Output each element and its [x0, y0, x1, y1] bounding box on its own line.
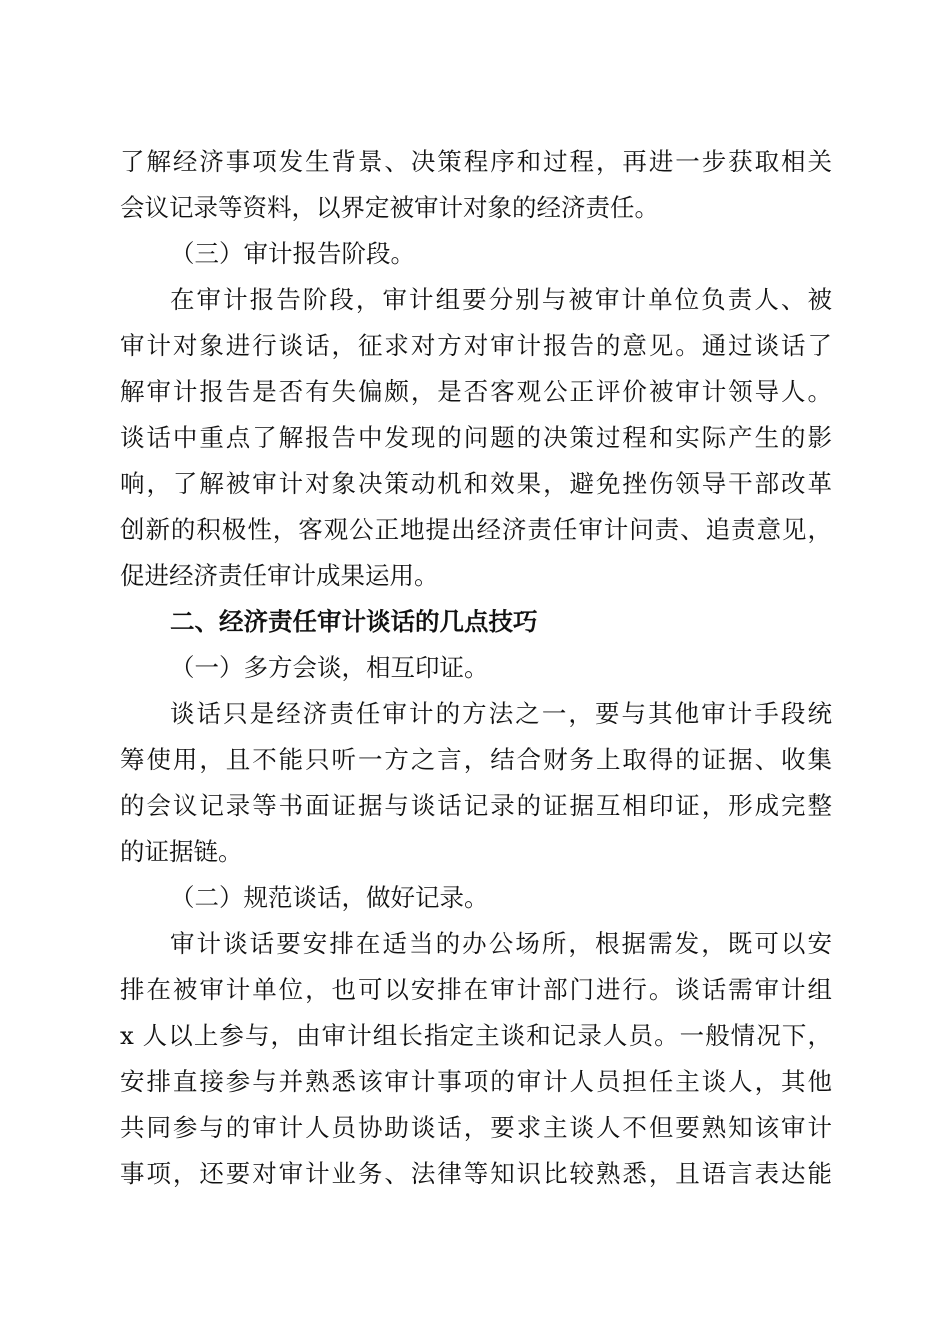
section-heading: （二）规范谈话，做好记录。 — [170, 883, 489, 912]
text-line: 排在被审计单位，也可以安排在审计部门进行。谈话需审计组 — [120, 975, 832, 1004]
text-line: 响，了解被审计对象决策动机和效果，避免挫伤领导干部改革 — [120, 469, 832, 498]
text-line: 创新的积极性，客观公正地提出经济责任审计问责、追责意见， — [120, 515, 832, 544]
text-line: 审计对象进行谈话，征求对方对审计报告的意见。通过谈话了 — [120, 331, 832, 360]
text-line: 筹使用，且不能只听一方之言，结合财务上取得的证据、收集 — [120, 745, 832, 774]
text-line: 谈话中重点了解报告中发现的问题的决策过程和实际产生的影 — [120, 423, 832, 452]
text-line: 共同参与的审计人员协助谈话，要求主谈人不但要熟知该审计 — [120, 1113, 832, 1142]
text-line: 会议记录等资料，以界定被审计对象的经济责任。 — [120, 193, 659, 222]
text-line: 促进经济责任审计成果运用。 — [120, 561, 439, 590]
text-line: 安排直接参与并熟悉该审计事项的审计人员担任主谈人，其他 — [120, 1067, 832, 1096]
section-heading: （一）多方会谈，相互印证。 — [170, 653, 489, 682]
text-line: 解审计报告是否有失偏颇，是否客观公正评价被审计领导人。 — [120, 377, 832, 406]
text-line: 谈话只是经济责任审计的方法之一，要与其他审计手段统 — [170, 699, 832, 728]
text-line: 在审计报告阶段，审计组要分别与被审计单位负责人、被 — [170, 285, 832, 314]
chapter-heading: 二、经济责任审计谈话的几点技巧 — [170, 607, 538, 636]
text-line: 的证据链。 — [120, 837, 243, 866]
text-line: 事项，还要对审计业务、法律等知识比较熟悉，且语言表达能 — [120, 1159, 832, 1188]
text-line: 的会议记录等书面证据与谈话记录的证据互相印证，形成完整 — [120, 791, 832, 820]
text-line: 审计谈话要安排在适当的办公场所，根据需发，既可以安 — [170, 929, 832, 958]
text-line: x 人以上参与，由审计组长指定主谈和记录人员。一般情况下， — [120, 1021, 832, 1050]
text-line: 了解经济事项发生背景、决策程序和过程，再进一步获取相关 — [120, 147, 832, 176]
section-heading: （三）审计报告阶段。 — [170, 239, 415, 268]
